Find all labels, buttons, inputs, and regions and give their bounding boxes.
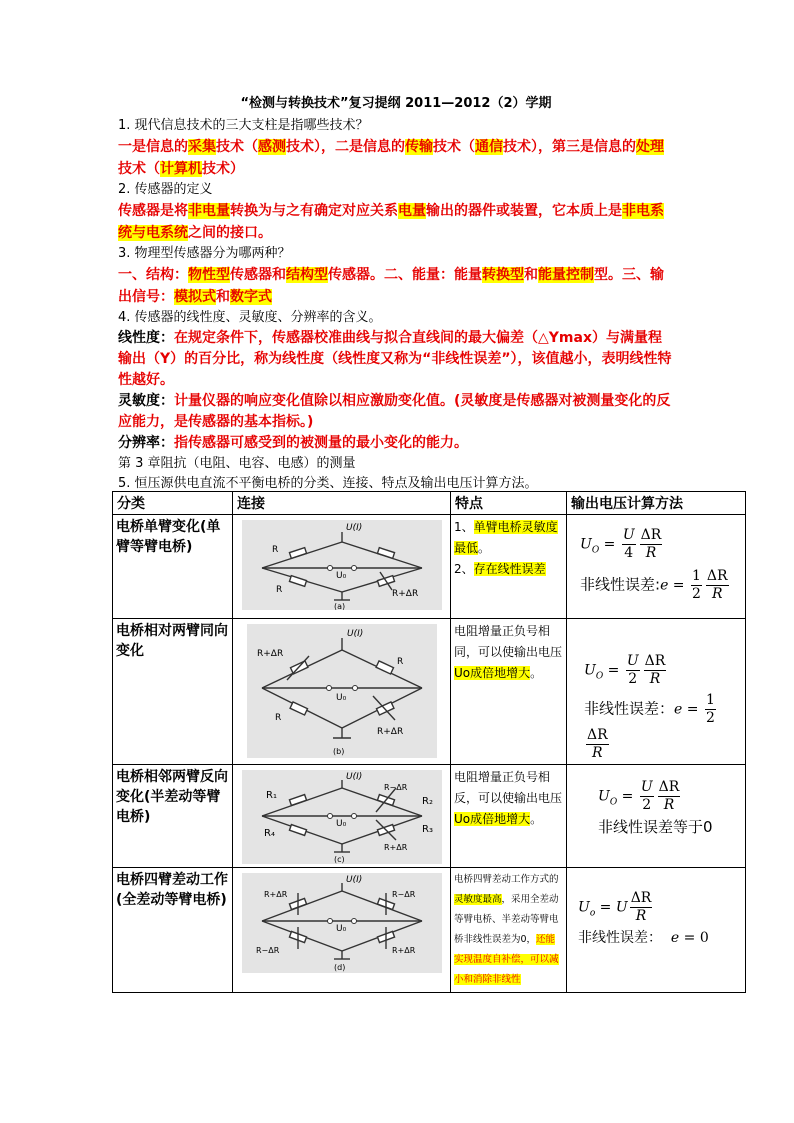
table-row	[113, 765, 746, 868]
formula-lhs: U	[584, 662, 596, 679]
answer-3-highlight: 数字式	[230, 289, 272, 305]
formula-lhs: U	[580, 536, 592, 553]
question-3: 3. 物理型传感器分为哪两种？	[118, 246, 291, 261]
feature-highlight: 单臂电桥灵敏度最低	[454, 520, 558, 555]
feature-end: 。	[530, 812, 543, 826]
answer-1-text: 一是信息的	[118, 139, 188, 155]
answer-3-highlight: 模拟式	[174, 289, 216, 305]
bridge-output-label: U₀	[335, 819, 346, 829]
resolution-term: 分辨率：	[118, 435, 174, 451]
bridge-diagram-b	[247, 624, 437, 758]
feature-cell	[451, 515, 567, 619]
answer-2-text: 传感器是将	[118, 203, 188, 219]
output-voltage-formula: $U_O$ = $\frac{U}{2}$ $\frac{\Delta R}{R}$	[598, 779, 680, 813]
feature-highlight: Uo成倍地增大	[454, 666, 531, 680]
connection-cell	[233, 619, 451, 765]
feature-cell	[451, 765, 567, 868]
feature-highlight-red: 可以减小和消除非线性	[454, 954, 559, 985]
answer-1-text: 技术（	[433, 139, 475, 155]
diagram-caption: (c)	[333, 855, 345, 864]
answer-2-highlight: 电量	[398, 203, 426, 219]
feature-number: 1、	[454, 520, 474, 534]
question-4: 4. 传感器的线性度、灵敏度、分辨率的含义。	[118, 310, 382, 325]
resolution-definition	[118, 433, 674, 454]
resistor-label: R+ΔR	[383, 843, 407, 852]
answer-3-text: 传感器和	[230, 267, 286, 283]
column-header: 特点	[451, 492, 567, 515]
error-symbol: e	[660, 577, 669, 594]
fraction-den: 2	[705, 710, 715, 726]
resolution-text: 指传感器可感受到的被测量的最小变化的能力。	[174, 435, 468, 451]
column-header: 输出电压计算方法	[567, 492, 746, 515]
fraction-num: ΔR	[644, 653, 666, 669]
resistor-label: R₃	[421, 824, 433, 835]
fraction	[622, 527, 636, 562]
answer-1-highlight: 传输	[405, 139, 433, 155]
resistor-label: R₂	[421, 796, 433, 807]
formula-coef: U	[615, 899, 628, 916]
feature-end: 。	[478, 541, 491, 555]
bridge-output-label: U₀	[335, 924, 346, 934]
resistor-label: R₁	[265, 790, 277, 801]
resistor-label: R+ΔR	[391, 946, 415, 955]
fraction	[630, 890, 653, 925]
fraction-den: 4	[624, 545, 634, 561]
resistor-label: R+ΔR	[256, 649, 283, 659]
resistor-label: R+ΔR	[391, 589, 418, 599]
diagram-caption: (a)	[333, 602, 345, 610]
fraction	[691, 568, 702, 603]
answer-3-highlight: 物性型	[188, 267, 230, 283]
answer-2-highlight: 非电系统与电系统	[118, 203, 664, 241]
nonlinear-error-text: 非线性误差等于0	[598, 818, 713, 836]
error-symbol: e	[674, 701, 683, 718]
feature-highlight-red: 还能实现温度自补偿，	[454, 934, 556, 965]
fraction-den: R	[649, 671, 661, 687]
linearity-text: 在规定条件下，传感器校准曲线与拟合直线间的最大偏差（△Ymax）与满量程输出（Y）的百分比，称为线性度（线性度又称为“非线性误差”），该值越小，表明线性特性越好。	[118, 330, 672, 388]
question-5: 5. 恒压源供电直流不平衡电桥的分类、连接、特点及输出电压计算方法。	[118, 476, 538, 491]
fraction-den: 2	[628, 671, 638, 687]
answer-3-text: 和	[524, 267, 538, 283]
fraction	[626, 653, 640, 688]
output-voltage-formula: $U_o = U$ $\frac{\Delta R}{R}$	[578, 890, 652, 924]
error-label: 非线性误差:	[580, 575, 661, 594]
resistor-label: R−ΔR	[383, 783, 407, 792]
formula-cell	[567, 868, 746, 993]
fraction-num: U	[622, 527, 635, 543]
feature-cell	[451, 868, 567, 993]
sensitivity-term: 灵敏度：	[118, 393, 174, 409]
nonlinear-error-formula: 非线性误差:e = $\frac{1}{2}$ $\frac{\Delta R}{R}$	[580, 568, 728, 602]
resistor-label: R	[274, 713, 281, 723]
resistor-label: R−ΔR	[255, 946, 279, 955]
error-symbol: e	[670, 930, 680, 946]
answer-1-text: 技术），二是信息的	[286, 139, 405, 155]
category-cell: 电桥单臂变化(单臂等臂电桥)	[113, 515, 233, 619]
question-2: 2. 传感器的定义	[118, 182, 213, 197]
fraction	[705, 692, 716, 727]
fraction	[640, 527, 663, 562]
bridge-top-label: U(I)	[345, 875, 362, 885]
formula-lhs: U	[598, 788, 610, 805]
connection-cell	[233, 868, 451, 993]
resistor-label: R−ΔR	[391, 890, 415, 899]
answer-1-highlight: 通信	[475, 139, 503, 155]
bridge-output-label: U₀	[335, 693, 346, 703]
connection-cell	[233, 765, 451, 868]
answer-3-highlight: 转换型	[482, 267, 524, 283]
category-cell: 电桥相邻两臂反向变化(半差动等臂电桥)	[113, 765, 233, 868]
table-row	[113, 515, 746, 619]
answer-3-highlight: 结构型	[286, 267, 328, 283]
answer-1-text: 技术）	[202, 161, 244, 177]
table-header-row	[113, 492, 746, 515]
fraction-num: 1	[692, 568, 701, 584]
table-row	[113, 868, 746, 993]
answer-2-text: 之间的接口。	[188, 225, 272, 241]
error-label: 非线性误差：	[584, 699, 675, 718]
question-1: 1. 现代信息技术的三大支柱是指哪些技术？	[118, 118, 369, 133]
bridge-output-label: U₀	[335, 571, 346, 581]
bridge-diagram-a	[242, 520, 442, 610]
linearity-term: 线性度：	[118, 330, 174, 346]
resistor-label: R	[396, 657, 403, 667]
formula-subscript: O	[595, 671, 604, 682]
fraction	[706, 568, 729, 603]
resistor-label: R	[271, 545, 278, 555]
answer-2-highlight: 非电量	[188, 203, 230, 219]
feature-text: ，采用全差动等臂电桥、半差动等臂电桥非线性误差为0，	[454, 894, 559, 945]
diagram-caption: (d)	[333, 963, 345, 972]
chapter-heading: 第 3 章阻抗（电阻、电容、电感）的测量	[118, 456, 356, 471]
answer-1-highlight: 采集	[188, 139, 216, 155]
answer-3	[118, 264, 674, 308]
bridge-diagram-c	[242, 770, 442, 864]
fraction-num: U	[640, 779, 653, 795]
answer-1-text: 技术），第三是信息的	[503, 139, 636, 155]
formula-subscript: O	[609, 797, 618, 808]
feature-text: 电阻增量正负号相反，可以使输出电压	[454, 770, 563, 805]
error-label: 非线性误差：	[578, 930, 662, 946]
column-header: 连接	[233, 492, 451, 515]
fraction	[586, 727, 609, 762]
fraction-num: ΔR	[587, 727, 608, 743]
fraction	[658, 779, 681, 814]
answer-3-text: 和	[216, 289, 230, 305]
sensitivity-text: 计量仪器的响应变化值除以相应激励变化值。(灵敏度是传感器对被测量变化的反应能力，是传感器的基本指标。)	[118, 393, 671, 430]
bridge-top-label: U(I)	[345, 772, 362, 782]
feature-highlight: Uo成倍地增大	[454, 812, 531, 826]
resistor-label: R+ΔR	[376, 727, 403, 737]
sensitivity-definition	[118, 391, 674, 433]
answer-3-text: 一、结构：	[118, 267, 188, 283]
feature-line	[454, 517, 563, 559]
feature-number: 2、	[454, 562, 474, 576]
resistor-label: R+ΔR	[263, 890, 287, 899]
feature-text: 电阻增量正负号相同，可以使输出电压	[454, 624, 563, 659]
fraction-num: ΔR	[658, 779, 680, 795]
fraction	[640, 779, 654, 814]
answer-1-text: 技术（	[118, 161, 160, 177]
formula-subscript: O	[591, 545, 600, 556]
answer-3-text: 传感器。二、能量：能量	[328, 267, 482, 283]
resistor-label: R₄	[263, 828, 275, 839]
fraction-num: U	[626, 653, 639, 669]
answer-1-highlight: 计算机	[160, 161, 202, 177]
formula-subscript: o	[589, 908, 596, 919]
output-voltage-formula: $U_O$ = $\frac{U}{2}$ $\frac{\Delta R}{R}$	[584, 653, 666, 687]
feature-highlight: 存在线性误差	[473, 562, 546, 576]
fraction-den: R	[645, 545, 657, 561]
answer-3-highlight: 能量控制	[538, 267, 594, 283]
category-cell: 电桥四臂差动工作(全差动等臂电桥)	[113, 868, 233, 993]
answer-2-text: 输出的器件或装置，它本质上是	[426, 203, 622, 219]
document-body	[118, 96, 674, 494]
linearity-definition	[118, 328, 674, 391]
error-value: 0	[699, 930, 709, 946]
bridge-top-label: U(I)	[345, 523, 362, 533]
formula-cell	[567, 765, 746, 868]
nonlinear-error-formula: 非线性误差： e = 0	[578, 930, 709, 946]
bridge-diagram-d	[242, 873, 442, 973]
feature-cell	[451, 619, 567, 765]
fraction-den: R	[663, 797, 675, 813]
feature-highlight: 灵敏度最高	[454, 894, 502, 905]
fraction-num: ΔR	[630, 890, 652, 906]
feature-end: 。	[530, 666, 543, 680]
document-title: “检测与转换技术”复习提纲 2011—2012（2）学期	[240, 96, 552, 111]
answer-1-text: 技术（	[216, 139, 258, 155]
answer-3-text: 型。三、输出信号：	[118, 267, 664, 305]
bridge-top-label: U(I)	[346, 629, 363, 639]
bridge-table	[112, 491, 746, 993]
column-header: 分类	[113, 492, 233, 515]
feature-text: 电桥四臂差动工作方式的	[454, 874, 559, 885]
resistor-label: R	[275, 585, 282, 595]
connection-cell	[233, 515, 451, 619]
fraction-den: 2	[642, 797, 652, 813]
fraction-num: 1	[705, 692, 715, 708]
answer-2-text: 转换为与之有确定对应关系	[230, 203, 398, 219]
answer-1-highlight: 处理	[636, 139, 664, 155]
nonlinear-error-formula: 非线性误差：e = $\frac{1}{2}$ $\frac{\Delta R}{R}$	[584, 692, 715, 761]
output-voltage-formula: $U_O$ = $\frac{U}{4}$ $\frac{\Delta R}{R}$	[580, 527, 662, 561]
answer-1	[118, 136, 674, 180]
fraction-den: R	[711, 586, 723, 602]
answer-2	[118, 200, 674, 244]
formula-cell	[567, 515, 746, 619]
fraction-num: ΔR	[640, 527, 662, 543]
fraction-den: R	[635, 908, 647, 924]
fraction-den: 2	[692, 586, 701, 602]
formula-lhs: U	[578, 899, 590, 916]
table-row	[113, 619, 746, 765]
fraction-num: ΔR	[706, 568, 728, 584]
fraction	[644, 653, 667, 688]
formula-cell	[567, 619, 746, 765]
category-cell: 电桥相对两臂同向变化	[113, 619, 233, 765]
answer-1-highlight: 感测	[258, 139, 286, 155]
diagram-caption: (b)	[332, 747, 344, 756]
fraction-den: R	[592, 745, 603, 761]
feature-line	[454, 559, 563, 580]
